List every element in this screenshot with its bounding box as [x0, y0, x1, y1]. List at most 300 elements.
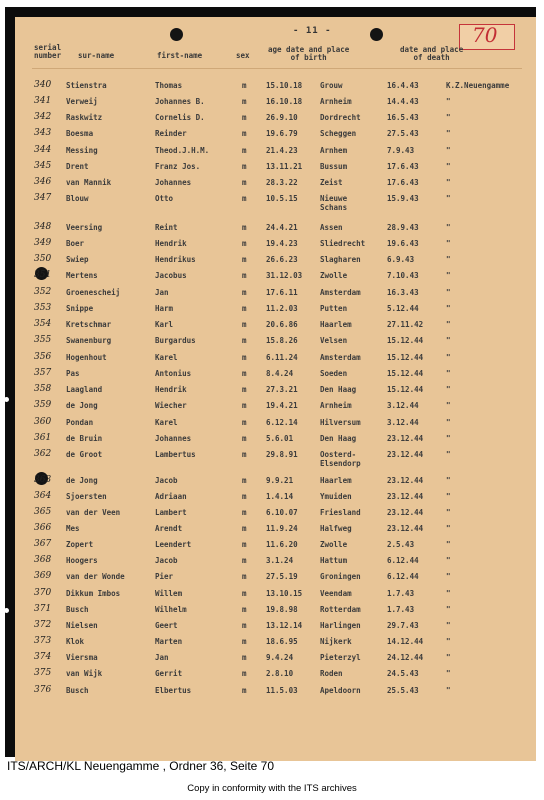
cell-note: ": [446, 113, 451, 122]
cell-first: Adriaan: [155, 492, 187, 501]
cell-surname: van der Wonde: [66, 572, 125, 581]
cell-surname: Snippe: [66, 304, 94, 313]
cell-date: 13.11.21: [266, 162, 303, 171]
cell-surname: van Wijk: [66, 669, 103, 678]
cell-serial: 348: [34, 222, 52, 232]
cell-sex: m: [242, 653, 247, 662]
cell-sex: m: [242, 637, 247, 646]
cell-place: Grouw: [320, 81, 343, 90]
cell-first: Arendt: [155, 524, 183, 533]
cell-sex: m: [242, 353, 247, 362]
cell-death: 23.12.44: [387, 434, 424, 443]
cell-place: Velsen: [320, 336, 348, 345]
cell-surname: Raskwitz: [66, 113, 103, 122]
cell-date: 17.6.11: [266, 288, 298, 297]
cell-first: Leendert: [155, 540, 192, 549]
cell-serial: 341: [34, 96, 52, 106]
cell-serial: 358: [34, 384, 52, 394]
cell-sex: m: [242, 434, 247, 443]
cell-note: ": [446, 369, 451, 378]
cell-serial: 367: [34, 539, 52, 549]
cell-sex: m: [242, 320, 247, 329]
cell-death: 3.12.44: [387, 401, 419, 410]
cell-date: 21.4.23: [266, 146, 298, 155]
cell-place: Amsterdam: [320, 353, 361, 362]
cell-date: 11.5.03: [266, 686, 298, 695]
cell-sex: m: [242, 540, 247, 549]
cell-surname: Swiep: [66, 255, 89, 264]
cell-note: ": [446, 686, 451, 695]
cell-death: 1.7.43: [387, 589, 415, 598]
cell-date: 5.6.01: [266, 434, 294, 443]
cell-first: Burgardus: [155, 336, 196, 345]
cell-place: Zeist: [320, 178, 343, 187]
cell-serial: 340: [34, 80, 52, 90]
cell-place: Amsterdam: [320, 288, 361, 297]
cell-serial: 373: [34, 636, 52, 646]
cell-note: ": [446, 508, 451, 517]
cell-surname: Laagland: [66, 385, 103, 394]
cell-first: Otto: [155, 194, 174, 203]
cell-date: 8.4.24: [266, 369, 294, 378]
cell-sex: m: [242, 271, 247, 280]
cell-sex: m: [242, 492, 247, 501]
cell-date: 19.8.98: [266, 605, 298, 614]
cell-first: Thomas: [155, 81, 183, 90]
cell-date: 11.9.24: [266, 524, 298, 533]
cell-serial: 353: [34, 303, 52, 313]
cell-first: Karel: [155, 353, 178, 362]
archive-caption: ITS/ARCH/KL Neuengamme , Ordner 36, Seite 70: [7, 759, 275, 773]
cell-sex: m: [242, 418, 247, 427]
cell-surname: Messing: [66, 146, 98, 155]
cell-first: Cornelis D.: [155, 113, 205, 122]
cell-place: Friesland: [320, 508, 361, 517]
page-marker: - 11 -: [293, 26, 332, 36]
cell-first: Hendrik: [155, 239, 187, 248]
cell-note: ": [446, 556, 451, 565]
cell-sex: m: [242, 508, 247, 517]
cell-death: 15.9.43: [387, 194, 419, 203]
cell-first: Jan: [155, 288, 169, 297]
cell-place: Nijkerk: [320, 637, 352, 646]
cell-sex: m: [242, 669, 247, 678]
cell-serial: 370: [34, 588, 52, 598]
cell-surname: Mes: [66, 524, 80, 533]
cell-serial: 364: [34, 491, 52, 501]
cell-death: 6.9.43: [387, 255, 415, 264]
cell-first: Harm: [155, 304, 174, 313]
cell-first: Franz Jos.: [155, 162, 201, 171]
cell-serial: 355: [34, 335, 52, 345]
cell-place: Rotterdam: [320, 605, 361, 614]
cell-surname: Boesma: [66, 129, 94, 138]
cell-place: Zwolle: [320, 540, 348, 549]
cell-place: Den Haag: [320, 385, 357, 394]
cell-death: 15.12.44: [387, 385, 424, 394]
cell-death: 15.12.44: [387, 336, 424, 345]
cell-date: 29.8.91: [266, 450, 298, 459]
cell-surname: de Groot: [66, 450, 103, 459]
cell-first: Karel: [155, 418, 178, 427]
cell-date: 26.6.23: [266, 255, 298, 264]
cell-note: ": [446, 450, 451, 459]
cell-serial: 346: [34, 177, 52, 187]
cell-surname: Pas: [66, 369, 80, 378]
cell-place: Bussum: [320, 162, 348, 171]
cell-sex: m: [242, 621, 247, 630]
cell-place: Hilversum: [320, 418, 361, 427]
cell-sex: m: [242, 113, 247, 122]
cell-serial: 350: [34, 254, 52, 264]
cell-note: ": [446, 653, 451, 662]
cell-place: Sliedrecht: [320, 239, 366, 248]
cell-place: Veendam: [320, 589, 352, 598]
cell-serial: 374: [34, 652, 52, 662]
cell-date: 11.6.20: [266, 540, 298, 549]
cell-place: Arnhem: [320, 146, 348, 155]
header-surname: sur-name: [78, 51, 115, 60]
cell-death: 23.12.44: [387, 450, 424, 459]
cell-serial: 347: [34, 193, 52, 203]
cell-note: ": [446, 97, 451, 106]
cell-note: ": [446, 669, 451, 678]
cell-date: 11.2.03: [266, 304, 298, 313]
cell-death: 7.9.43: [387, 146, 415, 155]
cell-sex: m: [242, 476, 247, 485]
cell-first: Antonius: [155, 369, 192, 378]
cell-note: K.Z.Neuengamme: [446, 81, 510, 90]
cell-surname: Busch: [66, 605, 89, 614]
cell-death: 24.5.43: [387, 669, 419, 678]
cell-place: Den Haag: [320, 434, 357, 443]
cell-sex: m: [242, 385, 247, 394]
cell-surname: Veersing: [66, 223, 103, 232]
cell-serial: 351: [34, 270, 52, 280]
cell-note: ": [446, 401, 451, 410]
cell-serial: 359: [34, 400, 52, 410]
cell-death: 6.12.44: [387, 572, 419, 581]
cell-note: ": [446, 194, 451, 203]
cell-serial: 369: [34, 571, 52, 581]
cell-first: Lambert: [155, 508, 187, 517]
cell-surname: Swanenburg: [66, 336, 112, 345]
cell-first: Lambertus: [155, 450, 196, 459]
cell-date: 16.10.18: [266, 97, 303, 106]
cell-note: ": [446, 129, 451, 138]
cell-place: Dordrecht: [320, 113, 361, 122]
cell-death: 15.12.44: [387, 353, 424, 362]
cell-first: Wilhelm: [155, 605, 187, 614]
cell-surname: Boer: [66, 239, 85, 248]
cell-sex: m: [242, 255, 247, 264]
cell-date: 6.11.24: [266, 353, 298, 362]
cell-note: ": [446, 572, 451, 581]
cell-sex: m: [242, 605, 247, 614]
cell-serial: 368: [34, 555, 52, 565]
cell-first: Wiecher: [155, 401, 187, 410]
cell-serial: 375: [34, 668, 52, 678]
cell-death: 27.11.42: [387, 320, 424, 329]
cell-note: ": [446, 178, 451, 187]
cell-surname: Kretschmar: [66, 320, 112, 329]
cell-surname: Blouw: [66, 194, 89, 203]
cell-date: 28.3.22: [266, 178, 298, 187]
cell-sex: m: [242, 556, 247, 565]
edge-punch: [4, 608, 9, 613]
cell-date: 27.5.19: [266, 572, 298, 581]
cell-note: ": [446, 255, 451, 264]
cell-death: 19.6.43: [387, 239, 419, 248]
cell-death: 6.12.44: [387, 556, 419, 565]
cell-serial: 361: [34, 433, 52, 443]
cell-death: 3.12.44: [387, 418, 419, 427]
cell-note: ": [446, 476, 451, 485]
cell-sex: m: [242, 288, 247, 297]
cell-sex: m: [242, 336, 247, 345]
cell-sex: m: [242, 369, 247, 378]
cell-first: Jan: [155, 653, 169, 662]
cell-first: Geert: [155, 621, 178, 630]
cell-place: Oosterd- Elsendorp: [320, 450, 361, 468]
cell-date: 6.12.14: [266, 418, 298, 427]
cell-first: Johannes: [155, 434, 192, 443]
cell-place: Arnheim: [320, 401, 352, 410]
cell-sex: m: [242, 304, 247, 313]
cell-date: 3.1.24: [266, 556, 294, 565]
cell-serial: 344: [34, 145, 52, 155]
cell-place: Ymuiden: [320, 492, 352, 501]
header-first-name: first-name: [157, 51, 203, 60]
cell-note: ": [446, 589, 451, 598]
cell-death: 17.6.43: [387, 162, 419, 171]
binder-hole: [170, 28, 183, 41]
cell-surname: Nielsen: [66, 621, 98, 630]
cell-place: Soeden: [320, 369, 348, 378]
cell-note: ": [446, 336, 451, 345]
cell-date: 24.4.21: [266, 223, 298, 232]
cell-serial: 349: [34, 238, 52, 248]
cell-place: Apeldoorn: [320, 686, 361, 695]
cell-sex: m: [242, 81, 247, 90]
cell-date: 26.9.10: [266, 113, 298, 122]
cell-serial: 343: [34, 128, 52, 138]
cell-first: Hendrikus: [155, 255, 196, 264]
cell-death: 16.3.43: [387, 288, 419, 297]
cell-surname: Groenescheij: [66, 288, 121, 297]
cell-surname: Hogenhout: [66, 353, 107, 362]
cell-first: Hendrik: [155, 385, 187, 394]
cell-date: 13.10.15: [266, 589, 303, 598]
cell-serial: 371: [34, 604, 52, 614]
cell-surname: Viersma: [66, 653, 98, 662]
cell-surname: de Jong: [66, 401, 98, 410]
cell-death: 14.12.44: [387, 637, 424, 646]
cell-date: 9.4.24: [266, 653, 294, 662]
copy-note: Copy in conformity with the ITS archives: [187, 783, 357, 794]
cell-sex: m: [242, 450, 247, 459]
cell-first: Karl: [155, 320, 174, 329]
header-divider: [32, 68, 522, 69]
cell-death: 15.12.44: [387, 369, 424, 378]
cell-death: 23.12.44: [387, 476, 424, 485]
cell-death: 24.12.44: [387, 653, 424, 662]
cell-note: ": [446, 621, 451, 630]
cell-date: 20.6.86: [266, 320, 298, 329]
cell-death: 27.5.43: [387, 129, 419, 138]
cell-first: Willem: [155, 589, 183, 598]
cell-place: Arnheim: [320, 97, 352, 106]
cell-serial: 376: [34, 685, 52, 695]
cell-first: Jacob: [155, 556, 178, 565]
cell-death: 29.7.43: [387, 621, 419, 630]
cell-serial: 363: [34, 475, 52, 485]
edge-punch: [4, 397, 9, 402]
header-sex: sex: [236, 51, 250, 60]
cell-note: ": [446, 320, 451, 329]
cell-serial: 362: [34, 449, 52, 459]
cell-place: Haarlem: [320, 476, 352, 485]
cell-serial: 365: [34, 507, 52, 517]
cell-surname: Drent: [66, 162, 89, 171]
cell-first: Reint: [155, 223, 178, 232]
cell-date: 1.4.14: [266, 492, 294, 501]
cell-date: 19.4.21: [266, 401, 298, 410]
cell-serial: 345: [34, 161, 52, 171]
cell-place: Assen: [320, 223, 343, 232]
cell-first: Gerrit: [155, 669, 183, 678]
cell-note: ": [446, 418, 451, 427]
cell-place: Putten: [320, 304, 348, 313]
cell-first: Jacobus: [155, 271, 187, 280]
cell-first: Marten: [155, 637, 183, 646]
cell-sex: m: [242, 686, 247, 695]
cell-death: 1.7.43: [387, 605, 415, 614]
cell-serial: 372: [34, 620, 52, 630]
cell-note: ": [446, 146, 451, 155]
cell-surname: Stienstra: [66, 81, 107, 90]
cell-first: Jacob: [155, 476, 178, 485]
cell-date: 18.6.95: [266, 637, 298, 646]
cell-date: 27.3.21: [266, 385, 298, 394]
cell-serial: 360: [34, 417, 52, 427]
cell-place: Halfweg: [320, 524, 352, 533]
cell-place: Haarlem: [320, 320, 352, 329]
cell-serial: 342: [34, 112, 52, 122]
cell-death: 17.6.43: [387, 178, 419, 187]
cell-serial: 357: [34, 368, 52, 378]
cell-surname: Busch: [66, 686, 89, 695]
cell-serial: 356: [34, 352, 52, 362]
cell-sex: m: [242, 572, 247, 581]
cell-note: ": [446, 385, 451, 394]
header-birth: age date and place of birth: [268, 45, 350, 62]
cell-death: 23.12.44: [387, 492, 424, 501]
cell-surname: Sjoersten: [66, 492, 107, 501]
cell-note: ": [446, 540, 451, 549]
cell-surname: van Mannik: [66, 178, 112, 187]
cell-surname: Pondan: [66, 418, 94, 427]
cell-serial: 354: [34, 319, 52, 329]
cell-death: 5.12.44: [387, 304, 419, 313]
cell-date: 15.10.18: [266, 81, 303, 90]
cell-note: ": [446, 223, 451, 232]
cell-place: Zwolle: [320, 271, 348, 280]
cell-death: 16.5.43: [387, 113, 419, 122]
cell-death: 14.4.43: [387, 97, 419, 106]
cell-sex: m: [242, 178, 247, 187]
cell-date: 31.12.03: [266, 271, 303, 280]
cell-place: Pieterzyl: [320, 653, 361, 662]
header-death: date and place of death: [400, 45, 464, 62]
cell-sex: m: [242, 401, 247, 410]
cell-place: Scheggen: [320, 129, 357, 138]
cell-note: ": [446, 524, 451, 533]
cell-note: ": [446, 162, 451, 171]
cell-surname: Mertens: [66, 271, 98, 280]
cell-place: Harlingen: [320, 621, 361, 630]
cell-date: 10.5.15: [266, 194, 298, 203]
cell-surname: Zopert: [66, 540, 94, 549]
cell-note: ": [446, 353, 451, 362]
cell-date: 13.12.14: [266, 621, 303, 630]
cell-sex: m: [242, 239, 247, 248]
cell-death: 23.12.44: [387, 508, 424, 517]
cell-surname: Hoogers: [66, 556, 98, 565]
cell-sex: m: [242, 223, 247, 232]
cell-sex: m: [242, 146, 247, 155]
cell-place: Groningen: [320, 572, 361, 581]
cell-first: Theod.J.H.M.: [155, 146, 210, 155]
cell-serial: 352: [34, 287, 52, 297]
cell-serial: 366: [34, 523, 52, 533]
cell-date: 19.6.79: [266, 129, 298, 138]
cell-death: 16.4.43: [387, 81, 419, 90]
cell-place: Hattum: [320, 556, 348, 565]
cell-sex: m: [242, 524, 247, 533]
cell-place: Roden: [320, 669, 343, 678]
cell-first: Reinder: [155, 129, 187, 138]
cell-note: ": [446, 605, 451, 614]
cell-death: 25.5.43: [387, 686, 419, 695]
cell-sex: m: [242, 162, 247, 171]
cell-first: Johannes B.: [155, 97, 205, 106]
cell-surname: van der Veen: [66, 508, 121, 517]
cell-death: 23.12.44: [387, 524, 424, 533]
cell-note: ": [446, 492, 451, 501]
cell-date: 9.9.21: [266, 476, 294, 485]
cell-first: Johannes: [155, 178, 192, 187]
cell-surname: Verweij: [66, 97, 98, 106]
cell-date: 2.8.10: [266, 669, 294, 678]
cell-first: Elbertus: [155, 686, 192, 695]
binder-hole: [370, 28, 383, 41]
cell-sex: m: [242, 194, 247, 203]
cell-note: ": [446, 271, 451, 280]
cell-surname: Dikkum Imbos: [66, 589, 121, 598]
cell-surname: de Bruin: [66, 434, 103, 443]
cell-sex: m: [242, 97, 247, 106]
cell-place: Nieuwe Schans: [320, 194, 348, 212]
cell-first: Pier: [155, 572, 174, 581]
cell-surname: Klok: [66, 637, 85, 646]
cell-place: Slagharen: [320, 255, 361, 264]
cell-sex: m: [242, 589, 247, 598]
cell-date: 15.8.26: [266, 336, 298, 345]
cell-date: 6.10.07: [266, 508, 298, 517]
folio-number: 70: [472, 23, 498, 47]
header-serial: serial number: [34, 43, 62, 60]
